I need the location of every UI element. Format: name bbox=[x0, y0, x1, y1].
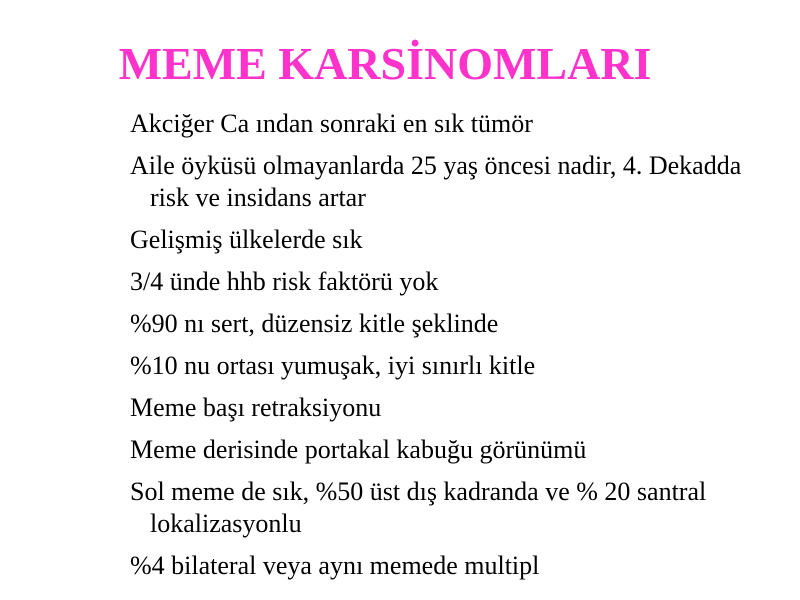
bullet-item: Aile öyküsü olmayanlarda 25 yaş öncesi nadir, 4. Dekadda risk ve insidans artar bbox=[130, 151, 742, 212]
slide-title: MEME KARSİNOMLARI bbox=[118, 38, 652, 89]
bullet-item: Akciğer Ca ından sonraki en sık tümör bbox=[130, 109, 533, 138]
bullet-item: Meme başı retraksiyonu bbox=[130, 393, 382, 422]
bullet-item: 3/4 ünde hhb risk faktörü yok bbox=[130, 267, 439, 296]
bullet-list bbox=[130, 108, 770, 592]
bullet-item: %4 bilateral veya aynı memede multipl bbox=[130, 551, 540, 580]
bullet-item: %90 nı sert, düzensiz kitle şeklinde bbox=[130, 309, 499, 338]
bullet-item: Gelişmiş ülkelerde sık bbox=[130, 225, 363, 254]
bullet-item: Meme derisinde portakal kabuğu görünümü bbox=[130, 435, 587, 464]
bullet-item: %10 nu ortası yumuşak, iyi sınırlı kitle bbox=[130, 351, 536, 380]
bullet-item: Sol meme de sık, %50 üst dış kadranda ve % 20 santral lokalizasyonlu bbox=[130, 477, 707, 538]
